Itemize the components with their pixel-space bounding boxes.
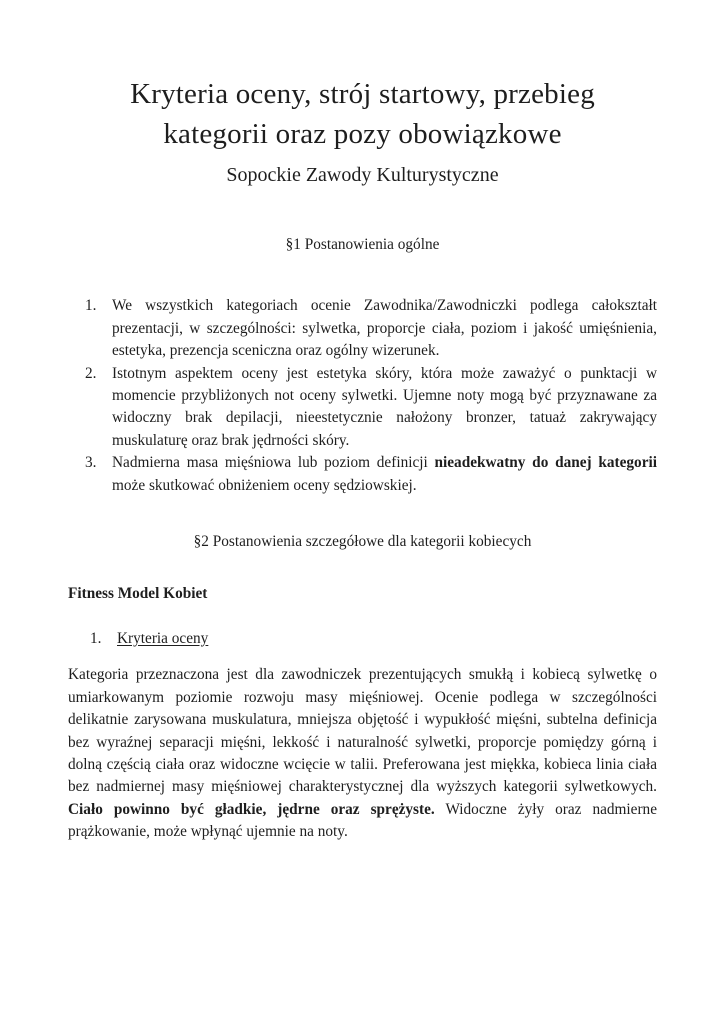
list-item bbox=[68, 363, 657, 453]
document-subtitle: Sopockie Zawody Kulturystyczne bbox=[226, 164, 499, 186]
list-item bbox=[68, 452, 657, 497]
list-item-text: Nadmierna masa mięśniowa lub poziom definicji nieadekwatny do danej kategorii może skutkować obniżeniem oceny sędziowskiej. bbox=[112, 454, 657, 494]
general-provisions-list bbox=[68, 295, 657, 497]
category-heading: Fitness Model Kobiet bbox=[68, 585, 208, 603]
list-item-text: We wszystkich kategoriach ocenie Zawodnika/Zawodniczki podlega całokształt prezentacji, w szczególności: sylwetka, proporcje ciała, poziom i jakość umięśnienia, estetyka, prezencja sceniczna oraz ogólny wizerunek. bbox=[112, 297, 657, 360]
criteria-list-item bbox=[68, 628, 657, 650]
list-item-number: 3. bbox=[85, 454, 97, 472]
criteria-item-number: 1. bbox=[90, 629, 102, 647]
list-item-number: 2. bbox=[85, 364, 97, 382]
list-item bbox=[68, 295, 657, 362]
category-description-paragraph: Kategoria przeznaczona jest dla zawodniczek prezentujących smukłą i kobiecą sylwetkę o umiarkowanym poziomie rozwoju masy mięśniowej. Ocenie podlega w szczególności delikatnie zarysowana muskulatura, mniejsza objętość i wypukłość mięśni, subtelna definicja bez wyraźnej separacji mięśni, lekkość i naturalność sylwetki, proporcje pomiędzy górną i dolną częścią ciała oraz widoczne wcięcie w talii. Preferowana jest miękka, kobieca linia ciała bez nadmiernej masy mięśniowej charakterystycznej dla wyższych kategorii sylwetkowych. Ciało powinno być gładkie, jędrne oraz sprężyste. Widoczne żyły oraz nadmierne prążkowanie, może wpłynąć ujemnie na noty. bbox=[68, 666, 657, 841]
list-item-text: Istotnym aspektem oceny jest estetyka skóry, która może zaważyć o punktacji w momencie przybliżonych not oceny sylwetki. Ujemne noty mogą być przyznawane za widoczny brak depilacji, nieestetycznie nałożony bronzer, tatuaż zakrywający muskulaturę oraz brak jędrności skóry. bbox=[112, 364, 657, 449]
document-title bbox=[68, 74, 657, 154]
criteria-item-label: Kryteria oceny bbox=[117, 629, 209, 647]
document-title-line-1: Kryteria oceny, strój startowy, przebieg bbox=[130, 78, 595, 110]
list-item-number: 1. bbox=[85, 297, 97, 315]
section-1-heading: §1 Postanowienia ogólne bbox=[285, 236, 440, 253]
document-title-line-2: kategorii oraz pozy obowiązkowe bbox=[163, 118, 562, 150]
section-2-heading: §2 Postanowienia szczegółowe dla kategorii kobiecych bbox=[193, 533, 532, 551]
